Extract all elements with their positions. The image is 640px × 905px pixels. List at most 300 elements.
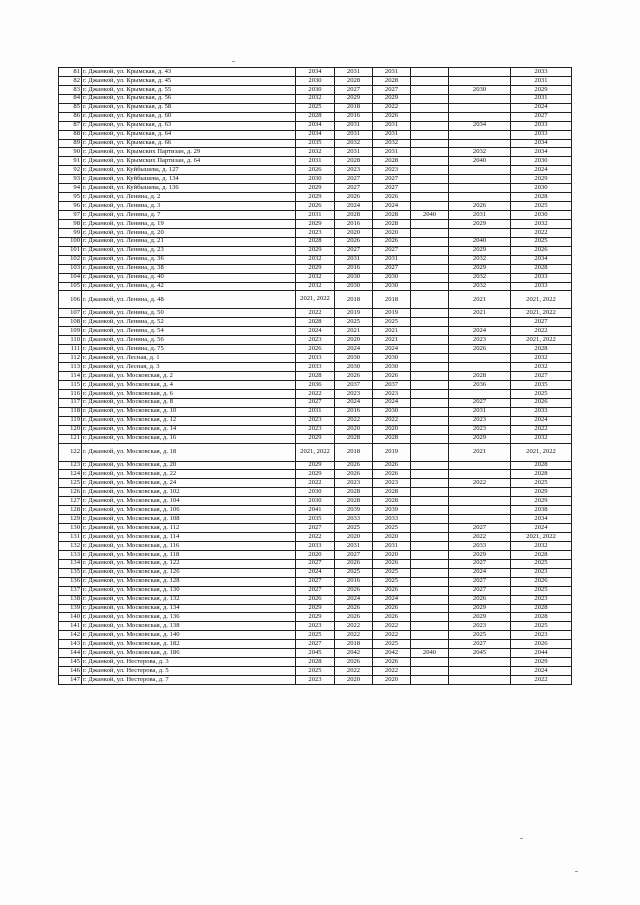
table-row xyxy=(59,631,572,640)
year-cell-1: 2033 xyxy=(296,541,335,550)
year-cell-5: 2026 xyxy=(449,345,511,354)
year-cell-2: 2028 xyxy=(335,488,373,497)
row-number-cell: 143 xyxy=(59,640,82,649)
year-cell-4 xyxy=(411,533,449,542)
year-cell-3: 2030 xyxy=(373,282,411,291)
address-cell: г. Джанкой, ул. Нестерова, д. 5 xyxy=(82,667,296,676)
address-cell: г. Джанкой, ул. Ленина, д. 56 xyxy=(82,336,296,345)
address-cell: г. Джанкой, ул. Московская, д. 18 xyxy=(82,443,296,461)
year-cell-4 xyxy=(411,577,449,586)
year-cell-2: 2026 xyxy=(335,237,373,246)
year-cell-4 xyxy=(411,550,449,559)
table-row xyxy=(59,246,572,255)
address-cell: г. Джанкой, ул. Лесная, д. 3 xyxy=(82,363,296,372)
table-row xyxy=(59,148,572,157)
address-cell: г. Джанкой, ул. Крымская, д. 45 xyxy=(82,76,296,85)
year-cell-4 xyxy=(411,68,449,77)
year-cell-4 xyxy=(411,506,449,515)
year-cell-3: 2025 xyxy=(373,524,411,533)
year-cell-5 xyxy=(449,470,511,479)
address-cell: г. Джанкой, ул. Крымская, д. 63 xyxy=(82,121,296,130)
year-cell-2: 2016 xyxy=(335,112,373,121)
year-cell-3: 2026 xyxy=(373,604,411,613)
row-number-cell: 128 xyxy=(59,506,82,515)
table-row xyxy=(59,94,572,103)
year-cell-4 xyxy=(411,470,449,479)
year-cell-3: 2028 xyxy=(373,157,411,166)
year-cell-4 xyxy=(411,604,449,613)
table-row xyxy=(59,515,572,524)
year-cell-1: 2025 xyxy=(296,667,335,676)
address-cell: г. Джанкой, ул. Московская, д. 134 xyxy=(82,604,296,613)
year-cell-3: 2027 xyxy=(373,85,411,94)
year-cell-3: 2031 xyxy=(373,255,411,264)
address-cell: г. Джанкой, ул. Ленина, д. 75 xyxy=(82,345,296,354)
year-cell-2: 2022 xyxy=(335,631,373,640)
year-cell-4 xyxy=(411,228,449,237)
year-cell-6: 2034 xyxy=(511,148,572,157)
year-cell-6: 2026 xyxy=(511,398,572,407)
year-cell-3: 2018 xyxy=(373,291,411,309)
year-cell-2: 2018 xyxy=(335,103,373,112)
address-cell: г. Джанкой, ул. Московская, д. 182 xyxy=(82,640,296,649)
year-cell-4 xyxy=(411,112,449,121)
row-number-cell: 107 xyxy=(59,309,82,318)
year-cell-2: 2028 xyxy=(335,497,373,506)
year-cell-6: 2033 xyxy=(511,282,572,291)
year-cell-6: 2025 xyxy=(511,389,572,398)
year-cell-3: 2019 xyxy=(373,309,411,318)
row-number-cell: 136 xyxy=(59,577,82,586)
year-cell-6: 2022 xyxy=(511,676,572,685)
year-cell-1: 2030 xyxy=(296,497,335,506)
year-cell-3: 2030 xyxy=(373,363,411,372)
year-cell-5: 2029 xyxy=(449,264,511,273)
year-cell-3: 2026 xyxy=(373,470,411,479)
year-cell-1: 2033 xyxy=(296,363,335,372)
year-cell-6: 2024 xyxy=(511,103,572,112)
address-cell: г. Джанкой, ул. Ленина, д. 40 xyxy=(82,273,296,282)
year-cell-3: 2025 xyxy=(373,577,411,586)
year-cell-1: 2029 xyxy=(296,461,335,470)
year-cell-2: 2030 xyxy=(335,282,373,291)
row-number-cell: 86 xyxy=(59,112,82,121)
address-cell: г. Джанкой, ул. Ленина, д. 20 xyxy=(82,228,296,237)
address-cell: г. Джанкой, ул. Крымская, д. 60 xyxy=(82,112,296,121)
year-cell-6: 2025 xyxy=(511,202,572,211)
row-number-cell: 133 xyxy=(59,550,82,559)
table-row xyxy=(59,613,572,622)
year-cell-5: 2034 xyxy=(449,121,511,130)
year-cell-1: 2026 xyxy=(296,595,335,604)
year-cell-5: 2026 xyxy=(449,595,511,604)
year-cell-5: 2029 xyxy=(449,550,511,559)
table-row xyxy=(59,237,572,246)
year-cell-5 xyxy=(449,228,511,237)
address-cell: г. Джанкой, ул. Лесная, д. 1 xyxy=(82,354,296,363)
table-row xyxy=(59,595,572,604)
year-cell-2: 2027 xyxy=(335,175,373,184)
year-cell-2: 2026 xyxy=(335,193,373,202)
year-cell-6: 2025 xyxy=(511,622,572,631)
year-cell-4 xyxy=(411,336,449,345)
year-cell-1: 2035 xyxy=(296,139,335,148)
year-cell-2: 2019 xyxy=(335,309,373,318)
year-cell-1: 2031 xyxy=(296,211,335,220)
year-cell-1: 2029 xyxy=(296,264,335,273)
year-cell-1: 2041 xyxy=(296,506,335,515)
row-number-cell: 115 xyxy=(59,380,82,389)
year-cell-3: 2026 xyxy=(373,372,411,381)
year-cell-6: 2028 xyxy=(511,604,572,613)
table-row xyxy=(59,130,572,139)
table-row xyxy=(59,211,572,220)
year-cell-2: 2024 xyxy=(335,595,373,604)
year-cell-3: 2023 xyxy=(373,166,411,175)
address-cell: г. Джанкой, ул. Нестерова, д. 7 xyxy=(82,676,296,685)
year-cell-4 xyxy=(411,676,449,685)
table-row xyxy=(59,658,572,667)
year-cell-6: 2028 xyxy=(511,264,572,273)
table-row xyxy=(59,407,572,416)
year-cell-5: 2027 xyxy=(449,559,511,568)
address-cell: г. Джанкой, ул. Московская, д. 130 xyxy=(82,586,296,595)
year-cell-6: 2033 xyxy=(511,121,572,130)
year-cell-6: 2024 xyxy=(511,667,572,676)
row-number-cell: 121 xyxy=(59,434,82,443)
year-cell-3: 2026 xyxy=(373,193,411,202)
year-cell-3: 2022 xyxy=(373,622,411,631)
year-cell-5 xyxy=(449,354,511,363)
year-cell-3: 2039 xyxy=(373,506,411,515)
year-cell-6: 2022 xyxy=(511,425,572,434)
year-cell-6: 2030 xyxy=(511,211,572,220)
year-cell-1: 2023 xyxy=(296,336,335,345)
row-number-cell: 139 xyxy=(59,604,82,613)
year-cell-1: 2029 xyxy=(296,184,335,193)
row-number-cell: 92 xyxy=(59,166,82,175)
year-cell-5: 2025 xyxy=(449,631,511,640)
year-cell-4 xyxy=(411,541,449,550)
row-number-cell: 90 xyxy=(59,148,82,157)
year-cell-1: 2027 xyxy=(296,586,335,595)
year-cell-6: 2031 xyxy=(511,94,572,103)
row-number-cell: 83 xyxy=(59,85,82,94)
year-cell-3: 2029 xyxy=(373,94,411,103)
row-number-cell: 93 xyxy=(59,175,82,184)
address-cell: г. Джанкой, ул. Ленина, д. 2 xyxy=(82,193,296,202)
year-cell-5: 2023 xyxy=(449,336,511,345)
year-cell-2: 2018 xyxy=(335,640,373,649)
year-cell-3: 2026 xyxy=(373,461,411,470)
year-cell-4 xyxy=(411,443,449,461)
year-cell-2: 2027 xyxy=(335,246,373,255)
year-cell-6: 2029 xyxy=(511,175,572,184)
row-number-cell: 118 xyxy=(59,407,82,416)
year-cell-2: 2030 xyxy=(335,273,373,282)
scan-speck xyxy=(520,838,523,839)
table-row xyxy=(59,345,572,354)
year-cell-3: 2024 xyxy=(373,202,411,211)
row-number-cell: 109 xyxy=(59,327,82,336)
year-cell-2: 2026 xyxy=(335,372,373,381)
year-cell-4 xyxy=(411,372,449,381)
year-cell-5 xyxy=(449,68,511,77)
row-number-cell: 87 xyxy=(59,121,82,130)
address-cell: г. Джанкой, ул. Ленина, д. 36 xyxy=(82,255,296,264)
year-cell-3: 2037 xyxy=(373,380,411,389)
table-row xyxy=(59,166,572,175)
year-cell-4 xyxy=(411,354,449,363)
year-cell-3: 2025 xyxy=(373,640,411,649)
row-number-cell: 142 xyxy=(59,631,82,640)
year-cell-1: 2028 xyxy=(296,658,335,667)
year-cell-6: 2021, 2022 xyxy=(511,291,572,309)
year-cell-1: 2029 xyxy=(296,604,335,613)
year-cell-3: 2022 xyxy=(373,667,411,676)
year-cell-1: 2034 xyxy=(296,68,335,77)
row-number-cell: 106 xyxy=(59,291,82,309)
year-cell-3: 2022 xyxy=(373,631,411,640)
year-cell-6: 2025 xyxy=(511,237,572,246)
year-cell-4 xyxy=(411,389,449,398)
address-cell: г. Джанкой, ул. Московская, д. 108 xyxy=(82,515,296,524)
table-row xyxy=(59,318,572,327)
year-cell-2: 2030 xyxy=(335,363,373,372)
year-cell-5: 2027 xyxy=(449,586,511,595)
year-cell-1: 2031 xyxy=(296,407,335,416)
year-cell-1: 2026 xyxy=(296,345,335,354)
year-cell-5 xyxy=(449,389,511,398)
year-cell-3: 2028 xyxy=(373,211,411,220)
year-cell-4 xyxy=(411,184,449,193)
year-cell-5: 2030 xyxy=(449,85,511,94)
year-cell-3: 2028 xyxy=(373,219,411,228)
address-cell: г. Джанкой, ул. Московская, д. 126 xyxy=(82,568,296,577)
year-cell-4 xyxy=(411,398,449,407)
year-cell-5: 2024 xyxy=(449,568,511,577)
row-number-cell: 137 xyxy=(59,586,82,595)
row-number-cell: 127 xyxy=(59,497,82,506)
year-cell-1: 2029 xyxy=(296,470,335,479)
row-number-cell: 82 xyxy=(59,76,82,85)
year-cell-1: 2033 xyxy=(296,354,335,363)
year-cell-5 xyxy=(449,130,511,139)
year-cell-2: 2016 xyxy=(335,264,373,273)
year-cell-1: 2027 xyxy=(296,640,335,649)
year-cell-4 xyxy=(411,237,449,246)
table-row xyxy=(59,604,572,613)
row-number-cell: 140 xyxy=(59,613,82,622)
year-cell-5: 2032 xyxy=(449,148,511,157)
year-cell-5 xyxy=(449,184,511,193)
year-cell-6: 2027 xyxy=(511,318,572,327)
year-cell-5: 2028 xyxy=(449,372,511,381)
year-cell-6: 2021, 2022 xyxy=(511,309,572,318)
year-cell-4 xyxy=(411,318,449,327)
table-row xyxy=(59,372,572,381)
table-row xyxy=(59,541,572,550)
row-number-cell: 84 xyxy=(59,94,82,103)
address-cell: г. Джанкой, ул. Московская, д. 132 xyxy=(82,595,296,604)
year-cell-5: 2040 xyxy=(449,237,511,246)
year-cell-6: 2029 xyxy=(511,488,572,497)
address-cell: г. Джанкой, ул. Крымских Партизан, д. 29 xyxy=(82,148,296,157)
table-row xyxy=(59,461,572,470)
year-cell-5 xyxy=(449,506,511,515)
address-cell: г. Джанкой, ул. Куйбышева, д. 134 xyxy=(82,175,296,184)
year-cell-6: 2028 xyxy=(511,550,572,559)
row-number-cell: 125 xyxy=(59,479,82,488)
year-cell-5 xyxy=(449,103,511,112)
address-cell: г. Джанкой, ул. Московская, д. 104 xyxy=(82,497,296,506)
address-cell: г. Джанкой, ул. Московская, д. 14 xyxy=(82,425,296,434)
year-cell-3: 2028 xyxy=(373,76,411,85)
year-cell-5 xyxy=(449,76,511,85)
year-cell-1: 2030 xyxy=(296,175,335,184)
year-cell-5: 2031 xyxy=(449,211,511,220)
table-row xyxy=(59,443,572,461)
year-cell-3: 2027 xyxy=(373,175,411,184)
year-cell-5: 2029 xyxy=(449,434,511,443)
year-cell-1: 2024 xyxy=(296,568,335,577)
year-cell-1: 2021, 2022 xyxy=(296,291,335,309)
year-cell-4 xyxy=(411,559,449,568)
year-cell-6: 2031 xyxy=(511,76,572,85)
year-cell-2: 2016 xyxy=(335,219,373,228)
year-cell-1: 2028 xyxy=(296,372,335,381)
table-row xyxy=(59,112,572,121)
table-row xyxy=(59,327,572,336)
year-cell-6: 2023 xyxy=(511,568,572,577)
address-cell: г. Джанкой, ул. Московская, д. 2 xyxy=(82,372,296,381)
row-number-cell: 91 xyxy=(59,157,82,166)
address-cell: г. Джанкой, ул. Московская, д. 4 xyxy=(82,380,296,389)
year-cell-1: 2028 xyxy=(296,112,335,121)
year-cell-5 xyxy=(449,515,511,524)
year-cell-1: 2020 xyxy=(296,550,335,559)
year-cell-2: 2030 xyxy=(335,354,373,363)
year-cell-3: 2032 xyxy=(373,139,411,148)
year-cell-4 xyxy=(411,622,449,631)
table-row xyxy=(59,76,572,85)
address-cell: г. Джанкой, ул. Крымская, д. 66 xyxy=(82,139,296,148)
table-row xyxy=(59,273,572,282)
year-cell-1: 2022 xyxy=(296,479,335,488)
year-cell-2: 2025 xyxy=(335,318,373,327)
year-cell-6: 2026 xyxy=(511,246,572,255)
row-number-cell: 145 xyxy=(59,658,82,667)
year-cell-4: 2040 xyxy=(411,649,449,658)
table-row xyxy=(59,649,572,658)
year-cell-2: 2026 xyxy=(335,658,373,667)
year-cell-2: 2018 xyxy=(335,291,373,309)
year-cell-6: 2022 xyxy=(511,327,572,336)
year-cell-2: 2027 xyxy=(335,550,373,559)
year-cell-4 xyxy=(411,425,449,434)
year-cell-4 xyxy=(411,103,449,112)
year-cell-5: 2021 xyxy=(449,291,511,309)
row-number-cell: 96 xyxy=(59,202,82,211)
address-cell: г. Джанкой, ул. Нестерова, д. 3 xyxy=(82,658,296,667)
year-cell-2: 2025 xyxy=(335,568,373,577)
year-cell-1: 2026 xyxy=(296,166,335,175)
year-cell-1: 2029 xyxy=(296,613,335,622)
table-row xyxy=(59,380,572,389)
year-cell-5: 2022 xyxy=(449,533,511,542)
address-cell: г. Джанкой, ул. Московская, д. 22 xyxy=(82,470,296,479)
year-cell-6: 2033 xyxy=(511,68,572,77)
address-cell: г. Джанкой, ул. Крымская, д. 56 xyxy=(82,94,296,103)
year-cell-6: 2026 xyxy=(511,577,572,586)
year-cell-3: 2021 xyxy=(373,336,411,345)
table-row xyxy=(59,550,572,559)
year-cell-2: 2020 xyxy=(335,533,373,542)
year-cell-4 xyxy=(411,631,449,640)
year-cell-4 xyxy=(411,193,449,202)
year-cell-6: 2027 xyxy=(511,372,572,381)
year-cell-6: 2027 xyxy=(511,112,572,121)
year-cell-1: 2022 xyxy=(296,389,335,398)
year-cell-3: 2026 xyxy=(373,112,411,121)
year-cell-4 xyxy=(411,586,449,595)
address-cell: г. Джанкой, ул. Московская, д. 186 xyxy=(82,649,296,658)
table-row xyxy=(59,586,572,595)
year-cell-1: 2028 xyxy=(296,318,335,327)
year-cell-5: 2029 xyxy=(449,219,511,228)
row-number-cell: 113 xyxy=(59,363,82,372)
address-cell: г. Джанкой, ул. Московская, д. 12 xyxy=(82,416,296,425)
year-cell-1: 2030 xyxy=(296,85,335,94)
year-cell-2: 2031 xyxy=(335,255,373,264)
year-cell-2: 2024 xyxy=(335,398,373,407)
year-cell-2: 2022 xyxy=(335,416,373,425)
table-row xyxy=(59,291,572,309)
address-cell: г. Джанкой, ул. Куйбышева, д. 136 xyxy=(82,184,296,193)
year-cell-4 xyxy=(411,434,449,443)
row-number-cell: 85 xyxy=(59,103,82,112)
year-cell-2: 2023 xyxy=(335,389,373,398)
year-cell-3: 2026 xyxy=(373,613,411,622)
table-row xyxy=(59,255,572,264)
year-cell-4 xyxy=(411,219,449,228)
year-cell-2: 2018 xyxy=(335,443,373,461)
year-cell-6: 2032 xyxy=(511,219,572,228)
row-number-cell: 97 xyxy=(59,211,82,220)
row-number-cell: 114 xyxy=(59,372,82,381)
year-cell-4 xyxy=(411,479,449,488)
year-cell-2: 2022 xyxy=(335,667,373,676)
row-number-cell: 122 xyxy=(59,443,82,461)
year-cell-6: 2023 xyxy=(511,595,572,604)
year-cell-5: 2032 xyxy=(449,273,511,282)
year-cell-4 xyxy=(411,273,449,282)
table-row xyxy=(59,640,572,649)
row-number-cell: 116 xyxy=(59,389,82,398)
row-number-cell: 104 xyxy=(59,273,82,282)
year-cell-6: 2023 xyxy=(511,631,572,640)
year-cell-6: 2024 xyxy=(511,416,572,425)
year-cell-2: 2028 xyxy=(335,434,373,443)
year-cell-2: 2020 xyxy=(335,425,373,434)
year-cell-1: 2045 xyxy=(296,649,335,658)
year-cell-6: 2035 xyxy=(511,380,572,389)
row-number-cell: 103 xyxy=(59,264,82,273)
year-cell-1: 2021, 2022 xyxy=(296,443,335,461)
address-cell: г. Джанкой, ул. Ленина, д. 52 xyxy=(82,318,296,327)
year-cell-1: 2031 xyxy=(296,157,335,166)
year-cell-2: 2028 xyxy=(335,211,373,220)
